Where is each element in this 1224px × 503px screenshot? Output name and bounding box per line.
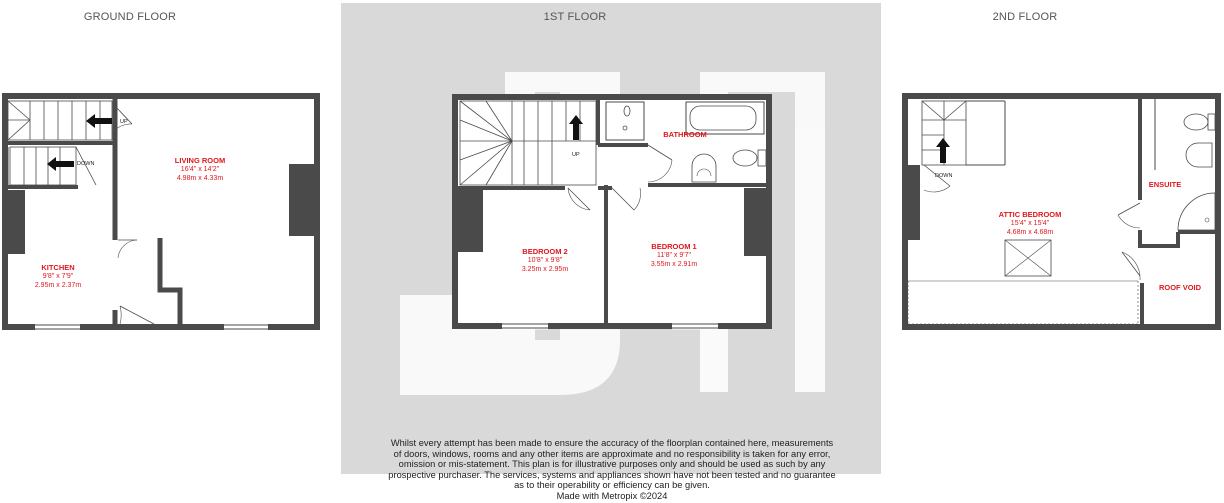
room-name: KITCHEN: [41, 263, 75, 272]
room-metric: 4.68m x 4.68m: [1006, 229, 1054, 236]
stair-down-label: DOWN: [77, 161, 95, 167]
ground-floor-plan: [5, 96, 317, 329]
room-label-kitchen: [18, 263, 98, 290]
room-imperial: 11'8" x 9'7": [657, 252, 691, 259]
room-metric: 2.95m x 2.37m: [34, 282, 82, 289]
first-floor-plan: [455, 97, 769, 328]
room-name: ATTIC BEDROOM: [998, 210, 1062, 219]
disclaimer-line: Made with Metropix ©2024: [556, 490, 668, 501]
room-name: ROOF VOID: [1158, 283, 1202, 292]
disclaimer-text: [372, 438, 852, 502]
room-name: BEDROOM 2: [522, 247, 568, 256]
room-imperial: 9'8" x 7'9": [42, 273, 74, 280]
room-imperial: 15'4" x 15'4": [1010, 220, 1050, 227]
room-name: BATHROOM: [663, 130, 707, 139]
disclaimer-line: prospective purchaser. The services, systems and appliances shown have not been tested and no guarantee: [388, 469, 836, 480]
disclaimer-line: as to their operability or efficiency can be given.: [514, 480, 710, 491]
second-floor-title: 2ND FLOOR: [992, 11, 1058, 23]
ground-floor-title: GROUND FLOOR: [83, 11, 177, 23]
room-label-bedroom-2: [505, 247, 585, 274]
room-label-attic-bedroom: [985, 210, 1075, 237]
room-name: LIVING ROOM: [174, 156, 226, 165]
room-label-roof-void: [1150, 283, 1210, 292]
room-name: ENSUITE: [1148, 180, 1182, 189]
room-label-bathroom: [650, 130, 720, 139]
disclaimer-line: Whilst every attempt has been made to ensure the accuracy of the floorplan contained here, measurements: [390, 438, 834, 448]
room-label-living-room: [160, 156, 240, 183]
room-label-ensuite: [1140, 180, 1190, 189]
disclaimer-line: omission or mis-statement. This plan is for illustrative purposes only and should be used as such by any: [398, 459, 826, 470]
room-metric: 4.98m x 4.33m: [176, 175, 224, 182]
room-label-bedroom-1: [634, 242, 714, 269]
room-name: BEDROOM 1: [651, 242, 697, 251]
room-metric: 3.55m x 2.91m: [650, 261, 698, 268]
room-imperial: 10'8" x 9'8": [527, 257, 563, 264]
stair-up-label: UP: [572, 152, 580, 158]
room-imperial: 16'4" x 14'2": [180, 166, 220, 173]
first-floor-title: 1ST FLOOR: [543, 11, 607, 23]
disclaimer-line: of doors, windows, rooms and any other items are approximate and no responsibility is taken for any error,: [393, 448, 831, 459]
room-metric: 3.25m x 2.95m: [521, 266, 569, 273]
stair-up-label: UP: [120, 119, 128, 125]
stair-down-label: DOWN: [935, 173, 953, 179]
